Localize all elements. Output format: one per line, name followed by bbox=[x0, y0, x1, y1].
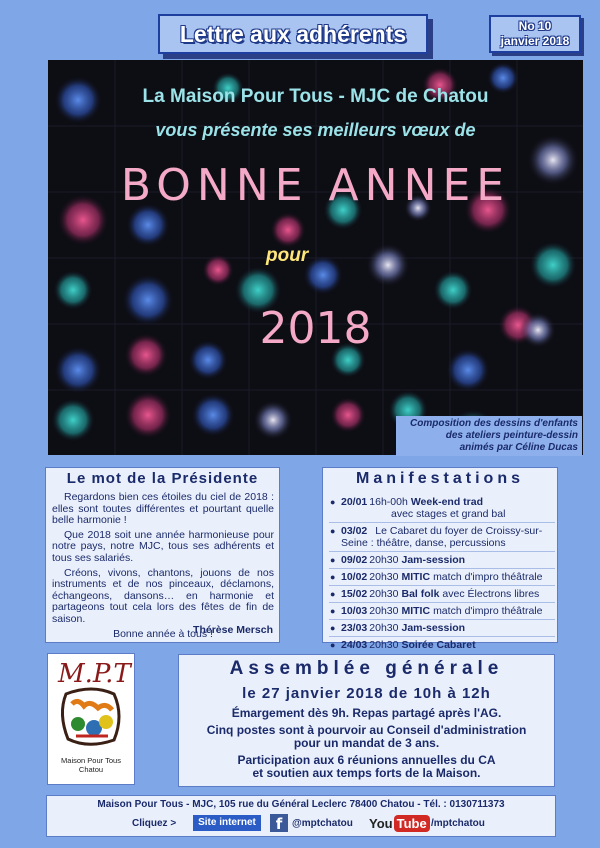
president-title: Le mot de la Présidente bbox=[66, 470, 259, 487]
event-detail: match d'impro théâtrale bbox=[433, 571, 543, 583]
assembly-line: Participation aux 6 réunions annuelles du CA bbox=[237, 753, 496, 767]
event-name: Soirée Cabaret bbox=[401, 639, 476, 651]
event-item bbox=[329, 620, 555, 637]
event-date: 20/01 bbox=[341, 496, 368, 508]
event-name: Week-end trad bbox=[410, 496, 483, 508]
youtube-icon[interactable] bbox=[369, 814, 430, 832]
newsletter-title: Lettre aux adhérents bbox=[179, 20, 407, 47]
youtube-you: You bbox=[369, 815, 393, 831]
event-date: 10/02 bbox=[341, 571, 368, 583]
president-paragraph: Que 2018 soit une année harmonieuse pour notre pays, notre MJC, tous ses adhérents et tous ses salariés. bbox=[52, 528, 274, 564]
president-paragraph: Regardons bien ces étoiles du ciel de 2018 : elles sont toutes différentes et pourtant quelle belle harmonie ! bbox=[52, 491, 274, 527]
click-label: Cliquez > bbox=[132, 818, 177, 829]
event-item bbox=[329, 494, 555, 523]
hero-line-wishes: vous présente ses meilleurs vœux de bbox=[155, 120, 476, 140]
event-time: 16h-00h bbox=[369, 496, 408, 508]
youtube-link[interactable]: /mptchatou bbox=[431, 818, 485, 829]
bullet-icon: ● bbox=[330, 606, 336, 616]
logo-initials: M.P.T bbox=[58, 659, 131, 689]
logo-text-line: Chatou bbox=[78, 765, 104, 774]
event-name: Bal folk bbox=[401, 588, 440, 600]
hero-year: 2018 bbox=[259, 303, 372, 354]
event-time: 20h30 bbox=[369, 639, 399, 651]
website-button[interactable]: Site internet bbox=[193, 815, 261, 831]
event-time: 20h30 bbox=[369, 554, 399, 566]
event-item bbox=[329, 586, 555, 603]
event-date: 23/03 bbox=[341, 622, 368, 634]
logo-text-line: Maison Pour Tous bbox=[61, 756, 121, 765]
events-list bbox=[329, 494, 555, 653]
footer bbox=[46, 795, 556, 837]
events-title: Manifestations bbox=[355, 470, 524, 487]
event-name: MITIC bbox=[401, 605, 431, 617]
bullet-icon: ● bbox=[330, 589, 336, 599]
event-time: 20h30 bbox=[369, 588, 399, 600]
event-item bbox=[329, 637, 555, 653]
bullet-icon: ● bbox=[330, 555, 336, 565]
event-item bbox=[329, 603, 555, 620]
bullet-icon: ● bbox=[330, 497, 336, 507]
issue-box bbox=[489, 15, 581, 53]
event-name: Jam-session bbox=[401, 554, 466, 566]
event-time: 20h30 bbox=[369, 605, 399, 617]
facebook-link[interactable]: @mptchatou bbox=[292, 818, 353, 829]
hero-pour: pour bbox=[266, 245, 309, 266]
youtube-tube: Tube bbox=[394, 815, 430, 832]
event-name: Jam-session bbox=[401, 622, 466, 634]
assembly-line: Cinq postes sont à pourvoir au Conseil d'administration bbox=[206, 723, 527, 737]
event-date: 24/03 bbox=[341, 639, 368, 651]
caption-line: des ateliers peinture-dessin bbox=[445, 430, 578, 441]
event-detail: Le Cabaret du foyer de Croissy-sur-Seine : théâtre, danse, percussions bbox=[341, 525, 543, 549]
facebook-icon[interactable]: f bbox=[270, 814, 288, 832]
assembly-line: pour un mandat de 3 ans. bbox=[293, 736, 440, 750]
event-item bbox=[329, 552, 555, 569]
event-item bbox=[329, 569, 555, 586]
bullet-icon: ● bbox=[330, 572, 336, 582]
event-time: 20h30 bbox=[369, 622, 399, 634]
event-item bbox=[329, 523, 555, 552]
event-detail: match d'impro théâtrale bbox=[433, 605, 543, 617]
new-year-greeting-image bbox=[48, 60, 583, 455]
assembly-date: le 27 janvier 2018 de 10h à 12h bbox=[242, 685, 491, 702]
newsletter-title-box bbox=[158, 14, 428, 54]
footer-address: Maison Pour Tous - MJC, 105 rue du Général Leclerc 78400 Chatou - Tél. : 0130711373 bbox=[97, 799, 505, 810]
caption-line: Composition des dessins d'enfants bbox=[410, 418, 578, 429]
logo-text bbox=[48, 756, 134, 774]
issue-date: janvier 2018 bbox=[500, 34, 570, 48]
president-signature: Thérèse Mersch bbox=[193, 624, 273, 636]
events-panel bbox=[322, 467, 558, 651]
event-subtitle: avec stages et grand bal bbox=[391, 508, 506, 520]
event-date: 09/02 bbox=[341, 554, 368, 566]
event-name: MITIC bbox=[401, 571, 431, 583]
assembly-line: et soutien aux temps forts de la Maison. bbox=[252, 766, 481, 780]
event-detail: avec Électrons libres bbox=[442, 588, 540, 600]
event-date: 10/03 bbox=[341, 605, 368, 617]
president-body bbox=[52, 492, 274, 643]
mpt-logo bbox=[47, 653, 135, 785]
bullet-icon: ● bbox=[330, 640, 336, 650]
president-paragraph: Créons, vivons, chantons, jouons de nos instruments et de nos pinceaux, déclamons, échangeons, dansons… en harmonie et partageons tout cela lors des fêtes de fin de saison. bbox=[52, 566, 274, 625]
hero-line-organisation: La Maison Pour Tous - MJC de Chatou bbox=[142, 86, 489, 107]
event-date: 15/02 bbox=[341, 588, 368, 600]
bullet-icon: ● bbox=[330, 526, 336, 536]
hero-bonne-annee: BONNE ANNEE bbox=[120, 160, 511, 211]
president-message-panel bbox=[45, 467, 280, 643]
issue-number: No 10 bbox=[518, 19, 552, 33]
assembly-title: Assemblée générale bbox=[229, 658, 504, 679]
bullet-icon: ● bbox=[330, 623, 336, 633]
assembly-line: Émargement dès 9h. Repas partagé après l'AG. bbox=[231, 706, 502, 720]
event-date: 03/02 bbox=[341, 525, 368, 537]
image-caption bbox=[396, 416, 582, 456]
logo-drawing bbox=[48, 654, 134, 754]
general-assembly-panel bbox=[178, 654, 555, 787]
president-paragraph: Bonne année à tous ! bbox=[113, 627, 213, 640]
event-time: 20h30 bbox=[369, 571, 399, 583]
caption-line: animés par Céline Ducas bbox=[459, 442, 578, 453]
